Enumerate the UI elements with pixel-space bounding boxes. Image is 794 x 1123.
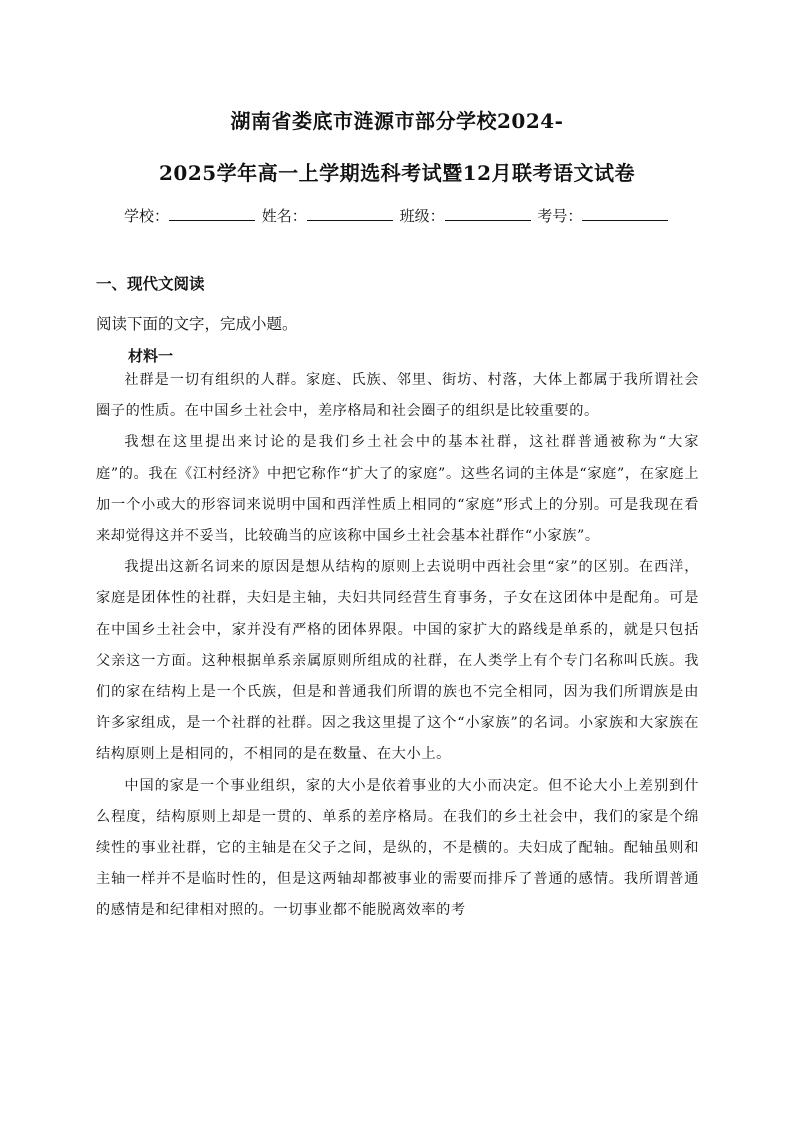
exam-title-line1: 湖南省娄底市涟源市部分学校2024- — [230, 109, 564, 133]
paragraph: 社群是一切有组织的人群。家庭、氏族、邻里、街坊、村落，大体上都属于我所谓社会圈子的性质。在中国乡土社会中，差序格局和社会圈子的组织是比较重要的。 — [96, 372, 699, 420]
class-label: 班级： — [399, 207, 445, 225]
section-instruction: 阅读下面的文字，完成小题。 — [96, 315, 298, 333]
paragraph: 中国的家是一个事业组织，家的大小是依着事业的大小而决定。但不论大小上差别到什么程度，结构原则上却是一贯的、单系的差序格局。在我们的乡土社会中，我们的家是个绵续性的事业社群，它的主轴是在父子之间，是纵的，不是横的。夫妇成了配轴。配轴虽则和主轴一样并不是临时性的，但是这两轴却都被事业的需要而排斥了普通的感情。我所谓普通的感情是和纪律相对照的。一切事业都不能脱离效率的考 — [96, 777, 699, 919]
exam-no-blank — [582, 206, 668, 221]
school-label: 学校： — [124, 207, 170, 225]
student-info-row — [124, 205, 684, 226]
paragraph: 我提出这新名词来的原因是想从结构的原则上去说明中西社会里“家”的区别。在西洋，家庭是团体性的社群，夫妇是主轴，夫妇共同经营生育事务，子女在这团体中是配角。可是在中国乡土社会中，家并没有严格的团体界限。中国的家扩大的路线是单系的，就是只包括父亲这一方面。这种根据单系亲属原则所组成的社群，在人类学上有个专门名称叫氏族。我们的家在结构上是一个氏族，但是和普通我们所谓的族也不完全相同，因为我们所谓族是由许多家组成，是一个社群的社群。因之我这里提了这个“小家族”的名词。小家族和大家族在结构原则上是相同的，不相同的是在数量、在大小上。 — [96, 559, 699, 763]
exam-title-line2: 2025学年高一上学期选科考试暨12月联考语文试卷 — [159, 161, 635, 185]
passage-body — [96, 365, 699, 927]
name-blank — [307, 206, 393, 221]
section-heading: 一、现代文阅读 — [96, 275, 205, 293]
material-label: 材料一 — [128, 347, 174, 365]
paragraph: 我想在这里提出来讨论的是我们乡土社会中的基本社群，这社群普通被称为“大家庭”的。我在《江村经济》中把它称作“扩大了的家庭”。这些名词的主体是“家庭”，在家庭上加一个小或大的形容词来说明中国和西洋性质上相同的“家庭”形式上的分别。可是我现在看来却觉得这并不妥当，比较确当的应该称中国乡土社会基本社群作“小家族”。 — [96, 434, 699, 545]
class-blank — [445, 206, 531, 221]
school-blank — [169, 206, 255, 221]
exam-no-label: 考号： — [537, 207, 583, 225]
name-label: 姓名： — [261, 207, 307, 225]
